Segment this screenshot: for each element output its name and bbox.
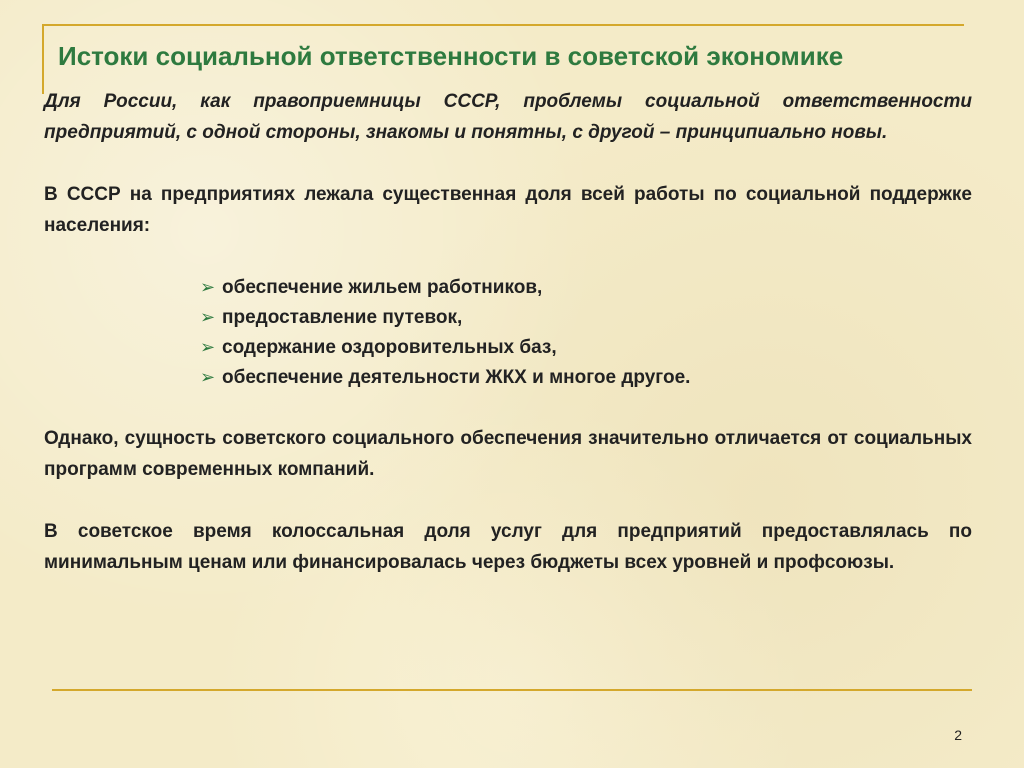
slide-content: [44, 86, 972, 578]
arrow-bullet-icon: ➢: [200, 366, 216, 387]
difference-paragraph: Однако, сущность советского социального обеспечения значительно отличается от социальных программ современных компаний.: [44, 428, 972, 480]
list-item: [200, 302, 972, 332]
arrow-bullet-icon: ➢: [200, 276, 216, 297]
list-item-text: обеспечение жильем работников,: [222, 276, 543, 298]
ussr-paragraph: В СССР на предприятиях лежала существенная доля всей работы по социальной поддержке населения:: [44, 184, 972, 236]
left-rule: [42, 24, 44, 94]
spacer: [44, 392, 972, 423]
support-list: [44, 272, 972, 392]
arrow-bullet-icon: ➢: [200, 306, 216, 327]
spacer: [44, 485, 972, 516]
list-item: [200, 272, 972, 302]
list-item-text: содержание оздоровительных баз,: [222, 336, 557, 358]
top-rule: [42, 24, 964, 26]
intro-paragraph: Для России, как правоприемницы СССР, проблемы социальной ответственности предприятий, с одной стороны, знакомы и понятны, с другой – принципиально новы.: [44, 91, 972, 143]
list-item: [200, 362, 972, 392]
slide-title: Истоки социальной ответственности в советской экономике: [58, 41, 844, 71]
list-item-text: предоставление путевок,: [222, 306, 463, 328]
bottom-rule: [52, 689, 972, 691]
spacer: [44, 148, 972, 179]
page-number: 2: [954, 727, 962, 743]
arrow-bullet-icon: ➢: [200, 336, 216, 357]
list-item-text: обеспечение деятельности ЖКХ и многое другое.: [222, 366, 691, 388]
soviet-time-paragraph: В советское время колоссальная доля услуг для предприятий предоставлялась по минимальным ценам или финансировалась через бюджеты всех уровней и профсоюзы.: [44, 521, 972, 573]
list-item: [200, 332, 972, 362]
